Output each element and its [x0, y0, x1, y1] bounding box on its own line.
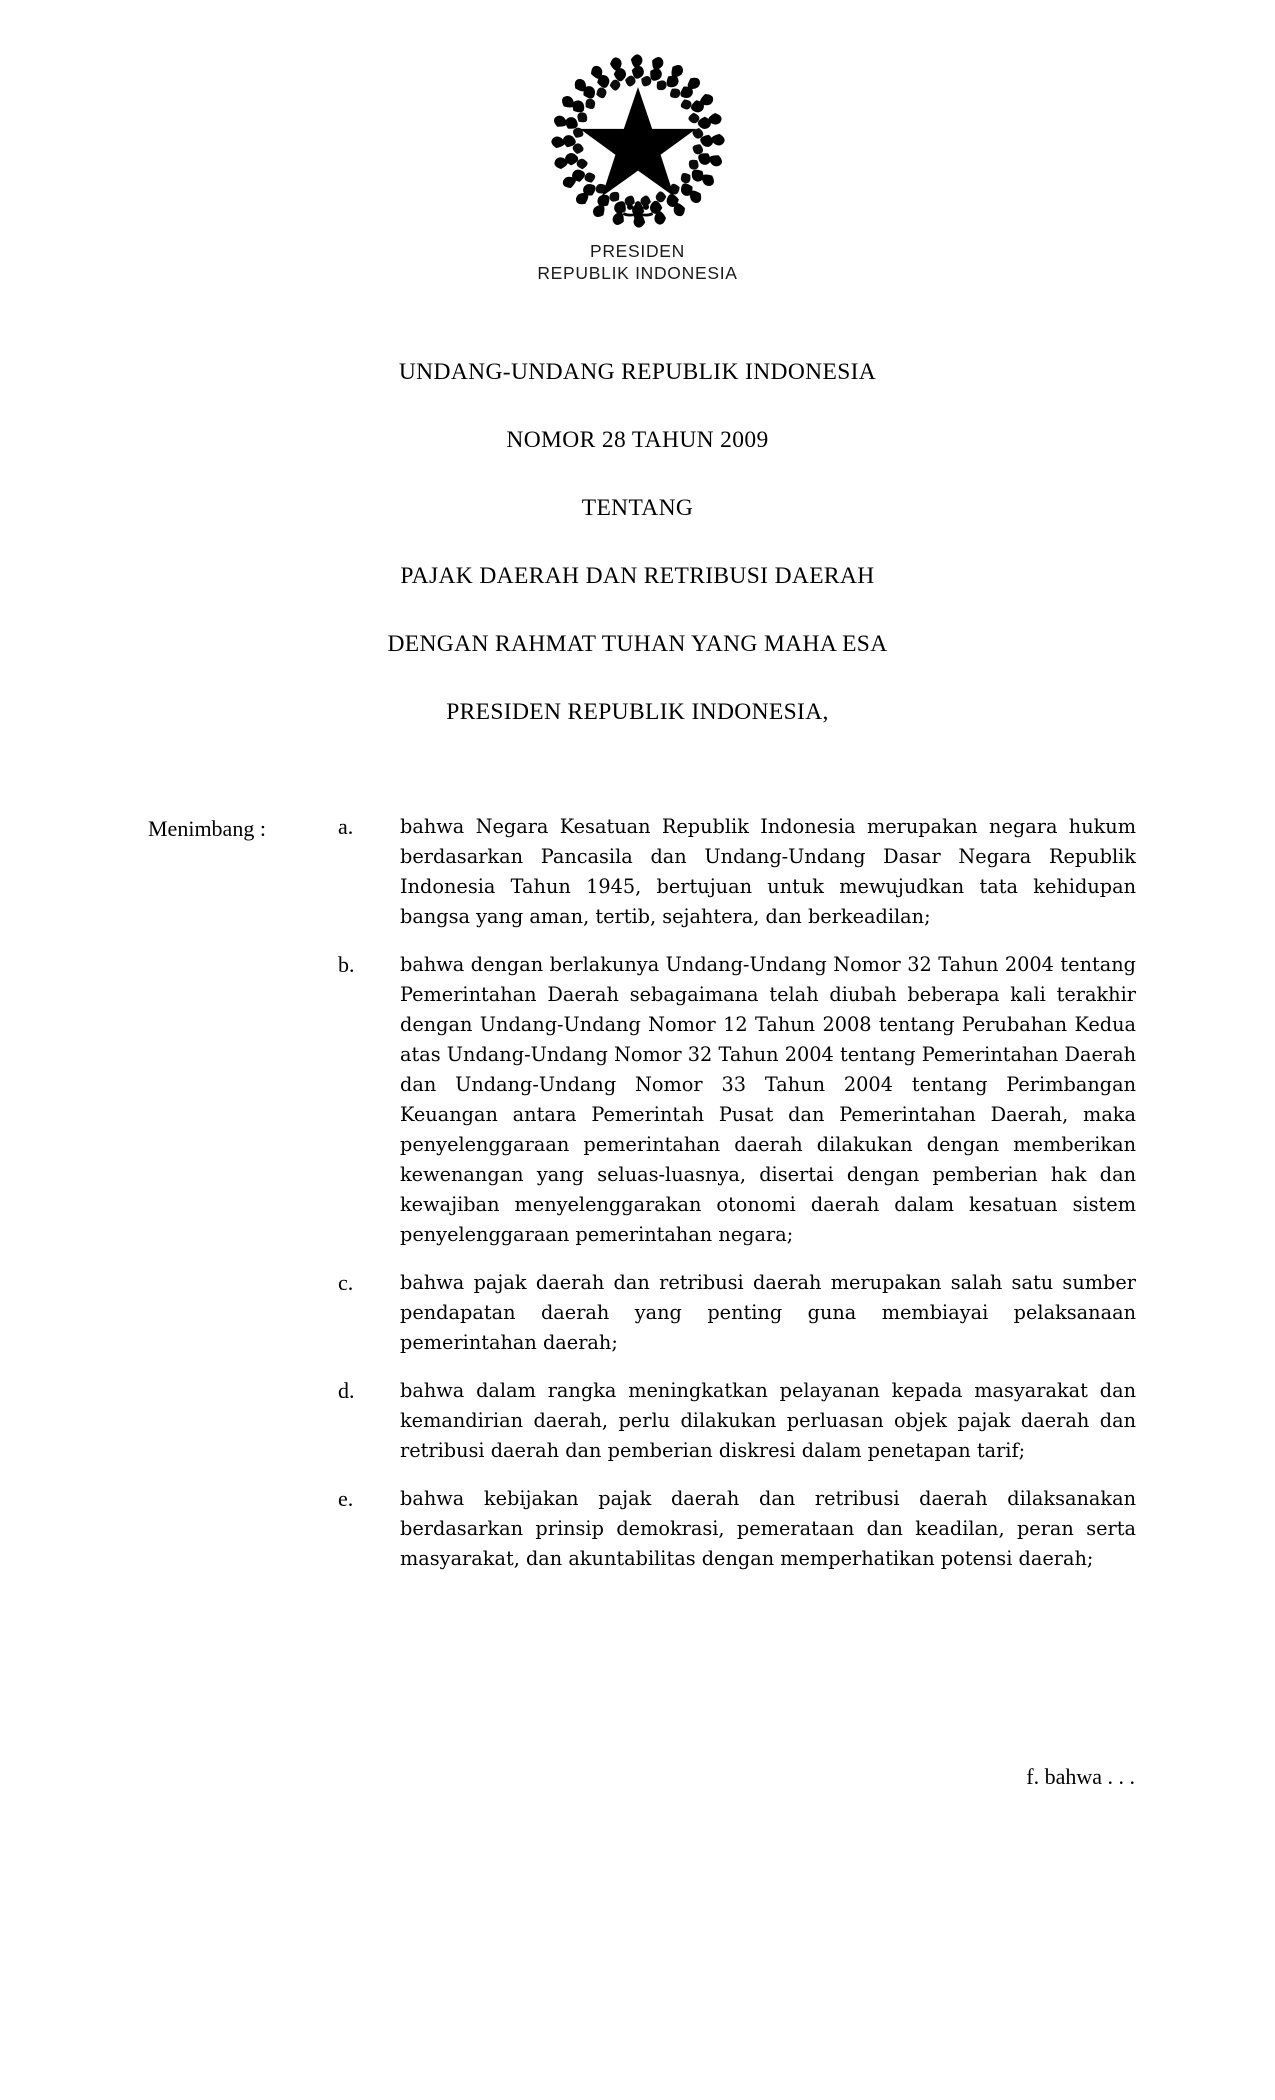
- letterhead-caption-line-1: PRESIDEN: [589, 241, 686, 261]
- considering-label: Menimbang :: [148, 816, 266, 841]
- clause-marker-a: a.: [338, 814, 354, 839]
- considering-clause-e: [338, 1484, 1136, 1574]
- star-in-laurel-wreath-emblem: [547, 52, 729, 230]
- considering-clause-list: [338, 812, 1136, 1574]
- clause-text-b: bahwa dengan berlakunya Undang-Undang Nomor 32 Tahun 2004 tentang Pemerintahan Daerah sebagaimana telah diubah beberapa kali terakhir dengan Undang-Undang Nomor 12 Tahun 2008 tentang Perubahan Kedua atas Undang-Undang Nomor 32 Tahun 2004 tentang Pemerintahan Daerah dan Undang-Undang Nomor 33 Tahun 2004 tentang Perimbangan Keuangan antara Pemerintah Pusat dan Pemerintahan Daerah, maka penyelenggaraan pemerintahan daerah dilakukan dengan memberikan kewenangan yang seluas-luasnya, disertai dengan pemberian hak dan kewajiban menyelenggarakan otonomi daerah dalam kesatuan sistem penyelenggaraan pemerintahan negara;: [400, 953, 1136, 1246]
- title-subject: PAJAK DAERAH DAN RETRIBUSI DAERAH: [400, 563, 875, 589]
- clause-marker-d: d.: [338, 1378, 355, 1403]
- document-title-block: [0, 358, 1275, 726]
- considering-clause-b: [338, 950, 1136, 1250]
- page-catchword: f. bahwa . . .: [1026, 1764, 1135, 1789]
- title-law-number: NOMOR 28 TAHUN 2009: [506, 427, 769, 453]
- letterhead-caption: [0, 240, 1275, 284]
- considering-clause-c: [338, 1268, 1136, 1358]
- title-invocation: DENGAN RAHMAT TUHAN YANG MAHA ESA: [387, 631, 888, 657]
- title-about-label: TENTANG: [581, 495, 694, 521]
- clause-marker-e: e.: [338, 1486, 354, 1511]
- title-law-name: UNDANG-UNDANG REPUBLIK INDONESIA: [398, 359, 877, 385]
- clause-text-c: bahwa pajak daerah dan retribusi daerah merupakan salah satu sumber pendapatan daerah yang penting guna membiayai pelaksanaan pemerintahan daerah;: [400, 1271, 1136, 1354]
- clause-marker-c: c.: [338, 1270, 354, 1295]
- letterhead-caption-line-2: REPUBLIK INDONESIA: [537, 263, 738, 283]
- letterhead: [0, 52, 1275, 284]
- considering-clause-d: [338, 1376, 1136, 1466]
- clause-text-e: bahwa kebijakan pajak daerah dan retribusi daerah dilaksanakan berdasarkan prinsip demokrasi, pemerataan dan keadilan, peran serta masyarakat, dan akuntabilitas dengan memperhatikan potensi daerah;: [400, 1487, 1136, 1570]
- clause-marker-b: b.: [338, 952, 355, 977]
- title-president-signatory: PRESIDEN REPUBLIK INDONESIA,: [446, 699, 829, 725]
- clause-text-a: bahwa Negara Kesatuan Republik Indonesia merupakan negara hukum berdasarkan Pancasila dan Undang-Undang Dasar Negara Republik Indonesia Tahun 1945, bertujuan untuk mewujudkan tata kehidupan bangsa yang aman, tertib, sejahtera, dan berkeadilan;: [400, 815, 1136, 928]
- clause-text-d: bahwa dalam rangka meningkatkan pelayanan kepada masyarakat dan kemandirian daerah, perlu dilakukan perluasan objek pajak daerah dan retribusi daerah dan pemberian diskresi dalam penetapan tarif;: [400, 1379, 1136, 1462]
- considering-clause-a: [338, 812, 1136, 932]
